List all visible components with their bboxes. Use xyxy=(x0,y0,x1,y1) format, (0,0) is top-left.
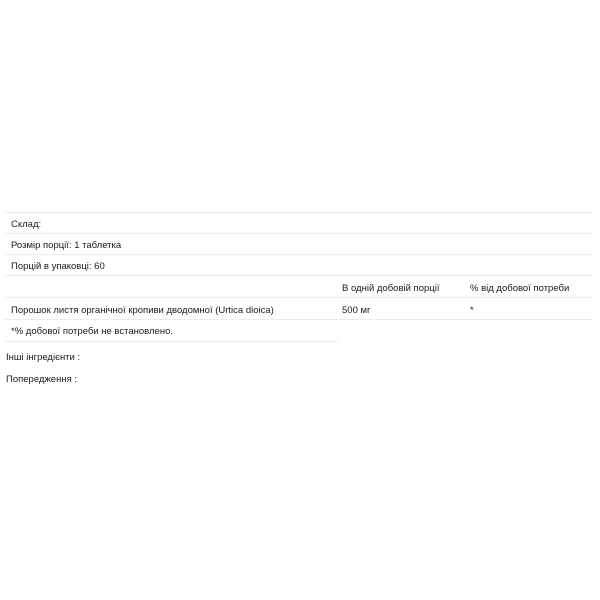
ingredient-amount: 500 мг xyxy=(342,305,371,316)
serving-size-text: Розмір порції: 1 таблетка xyxy=(11,240,122,251)
composition-label: Склад: xyxy=(11,219,42,230)
footnote-row xyxy=(5,320,338,342)
warnings-label: Попередження : xyxy=(6,374,77,385)
ingredient-daily-value: * xyxy=(470,305,474,316)
ingredient-name: Порошок листя органічної кропиви дводомної (Urtica dioica) xyxy=(11,305,274,316)
servings-per-container-row xyxy=(5,255,593,276)
supplement-facts-table xyxy=(5,212,593,342)
amount-column-header: В одній добовій порції xyxy=(342,283,440,294)
servings-per-container-text: Порцій в упаковці: 60 xyxy=(11,261,105,272)
table-header-row xyxy=(5,276,593,298)
other-ingredients-label: Інші інгредієнти : xyxy=(6,352,81,363)
composition-row xyxy=(5,213,593,234)
daily-value-column-header: % від добової потреби xyxy=(470,283,570,294)
table-row xyxy=(5,298,593,320)
footnote-text: *% добової потреби не встановлено. xyxy=(11,326,173,337)
serving-size-row xyxy=(5,234,593,255)
